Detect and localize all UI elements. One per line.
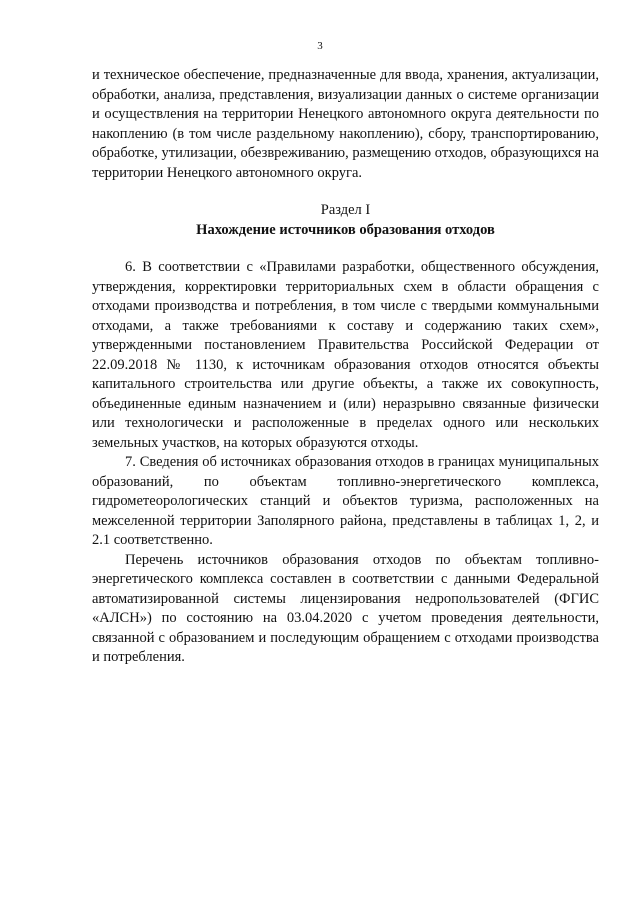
page-number: 3 [317, 40, 323, 52]
paragraph-7: 7. Сведения об источниках образования отходов в границах муниципальных образований, по объектам топливно-энергетического комплекса, гидрометеорологических станций и объектов туризма, расположенных на межселенной территории Заполярного района, представлены в таблицах 1, 2, и 2.1 соответственно. [92, 454, 599, 548]
section-label: Раздел I [320, 202, 371, 218]
paragraph-list-sources: Перечень источников образования отходов по объектам топливно-энергетического комплекса составлен в соответствии с данными Федеральной автоматизированной системы лицензирования недропользователей (ФГИС «АЛСН») по состоянию на 03.04.2020 с учетом проведения деятельности, связанной с образованием и последующим обращением с отходами производства и потребления. [92, 551, 599, 665]
intro-paragraph: и техническое обеспечение, предназначенные для ввода, хранения, актуализации, обработки, анализа, представления, визуализации данных о системе организации и осуществления на территории Ненецкого автономного округа деятельности по накоплению (в том числе раздельному накоплению), сбору, транспортированию, обработке, утилизации, обезвреживанию, размещению отходов, образующихся на территории Ненецкого автономного округа. [92, 67, 599, 181]
document-body [92, 66, 599, 668]
paragraph-6: 6. В соответствии с «Правилами разработки, общественного обсуждения, утверждения, корректировки территориальных схем в области обращения с отходами производства и потребления, в том числе с твердыми коммунальными отходами, а также требованиями к составу и содержанию таких схем», утвержденными постановлением Правительства Российской Федерации от 22.09.2018 № 1130, к источникам образования отходов относятся объекты капитального строительства или другие объекты, а также их совокупность, объединенные единым назначением и (или) неразрывно связанные физически или технологически и расположенные в пределах одного или нескольких земельных участков, на которых образуются отходы. [92, 259, 599, 451]
section-heading: Нахождение источников образования отходов [196, 221, 495, 238]
